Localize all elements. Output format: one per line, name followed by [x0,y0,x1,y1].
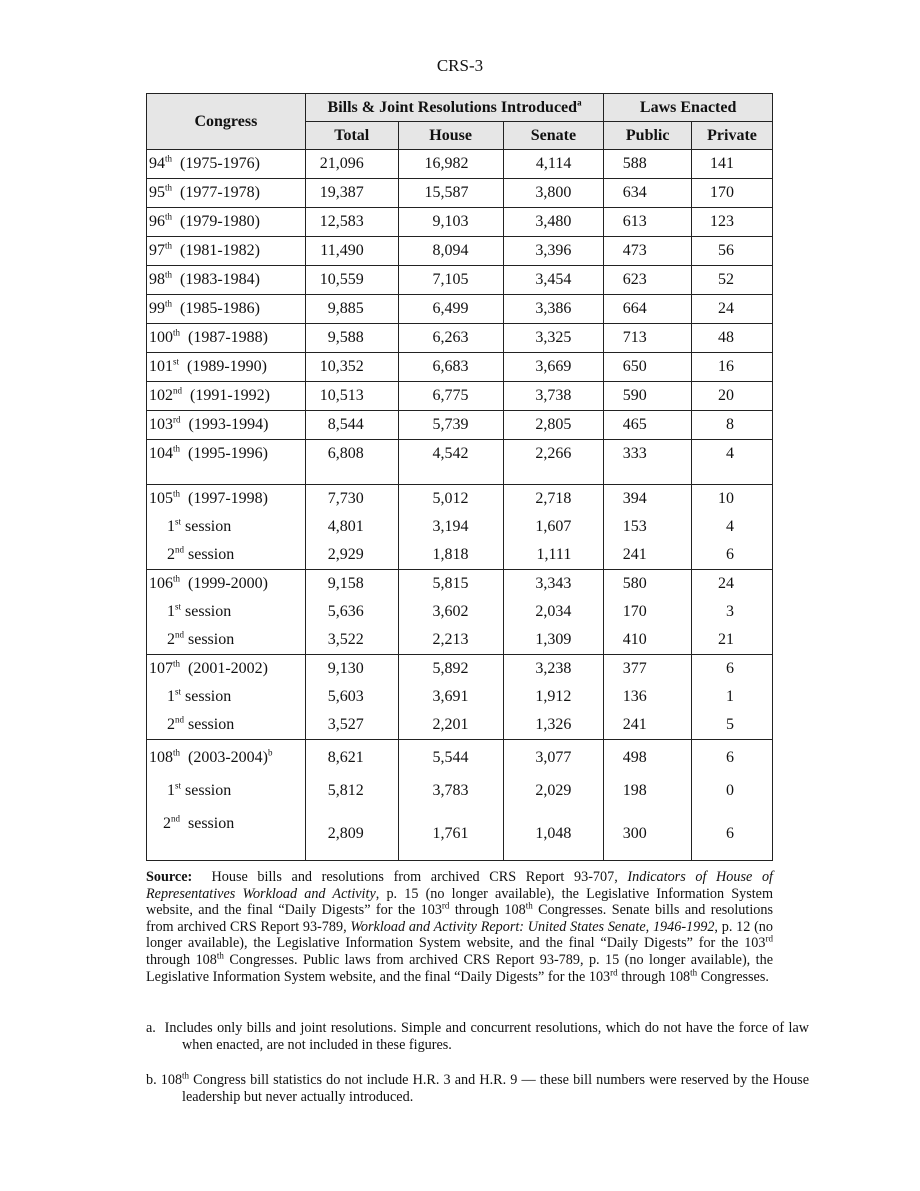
cell-private: 48 [692,324,773,353]
congress-label: 99th (1985-1986) [149,298,260,317]
table-row [147,150,773,179]
cell-senate: 2,805 [503,411,604,440]
cell-public: 333 [604,440,692,485]
table-row-group [147,570,773,655]
cell-private: 56 [692,237,773,266]
cell-total: 9,588 [305,324,398,353]
source-note: Source: House bills and resolutions from archived CRS Report 93-707, Indicators of House of Representatives Workload and Activity, p. 15 (no longer available), the Legislative Information System website, and the final “Daily Digests” for the 103rd through 108th Congresses. Senate bills and resolutions from archived CRS Report 93-789, Workload and Activity Report: United States Senate, 1946-1992, p. 12 (no longer available), the Legislative Information System website, and the final “Daily Digests” for the 103rd through 108th Congresses. Public laws from archived CRS Report 93-789, p. 15 (no longer available), the Legislative Information System website, and the final “Daily Digests” for the 103rd through 108th Congresses. [146,869,774,985]
header-congress: Congress [147,94,306,150]
cell-house: 5,892 3,691 2,201 [398,655,503,740]
cell-congress [147,740,306,861]
cell-senate: 3,454 [503,266,604,295]
table-row [147,382,773,411]
footnote-a: a. Includes only bills and joint resolutions. Simple and concurrent resolutions, which do not have the force of law when enacted, are not included in these figures. [146,1020,809,1053]
congress-label: 98th (1983-1984) [149,269,260,288]
cell-congress [147,266,306,295]
cell-public: 394 153 241 [604,485,692,570]
cell-public: 498 198 300 [604,740,692,861]
cell-congress [147,411,306,440]
table-row-group [147,655,773,740]
header-senate: Senate [503,122,604,150]
cell-house: 9,103 [398,208,503,237]
cell-total: 12,583 [305,208,398,237]
cell-senate: 3,738 [503,382,604,411]
cell-total: 8,544 [305,411,398,440]
cell-private: 6 0 6 [692,740,773,861]
cell-house: 4,542 [398,440,503,485]
cell-congress [147,655,306,740]
congress-label: 102nd (1991-1992) [149,385,270,404]
cell-house: 16,982 [398,150,503,179]
table-row-group [147,740,773,861]
table-row [147,237,773,266]
table-row [147,440,773,485]
cell-private: 52 [692,266,773,295]
cell-private: 4 [692,440,773,485]
cell-senate: 4,114 [503,150,604,179]
header-total: Total [305,122,398,150]
cell-public: 713 [604,324,692,353]
cell-total: 9,158 5,636 3,522 [305,570,398,655]
cell-private: 16 [692,353,773,382]
cell-public: 590 [604,382,692,411]
congress-label: 100th (1987-1988) [149,327,268,346]
cell-private: 24 [692,295,773,324]
header-private: Private [692,122,773,150]
cell-private: 24 3 21 [692,570,773,655]
workload-table [146,93,773,861]
cell-congress [147,382,306,411]
table-row [147,208,773,237]
session-label: 1st session [167,780,232,799]
cell-house: 5,012 3,194 1,818 [398,485,503,570]
cell-senate: 3,480 [503,208,604,237]
cell-congress [147,295,306,324]
cell-private: 170 [692,179,773,208]
cell-senate: 3,238 1,912 1,326 [503,655,604,740]
cell-house: 7,105 [398,266,503,295]
cell-public: 650 [604,353,692,382]
cell-house: 5,815 3,602 2,213 [398,570,503,655]
table-row [147,179,773,208]
header-house: House [398,122,503,150]
table-row [147,411,773,440]
congress-label: 96th (1979-1980) [149,211,260,230]
table-row [147,324,773,353]
congress-label: 106th (1999-2000) [149,573,268,592]
cell-public: 664 [604,295,692,324]
cell-total: 10,352 [305,353,398,382]
cell-total: 19,387 [305,179,398,208]
table-row [147,353,773,382]
cell-private: 123 [692,208,773,237]
cell-senate: 3,343 2,034 1,309 [503,570,604,655]
congress-label: 94th (1975-1976) [149,153,260,172]
cell-house: 6,499 [398,295,503,324]
cell-house: 6,775 [398,382,503,411]
cell-house: 5,739 [398,411,503,440]
session-label: 2nd session [167,714,235,733]
cell-total: 8,621 5,812 2,809 [305,740,398,861]
footnote-b: b. 108th Congress bill statistics do not include H.R. 3 and H.R. 9 — these bill numbers were reserved by the House leadership but never actually introduced. [146,1070,809,1105]
cell-public: 377 136 241 [604,655,692,740]
session-label: 2nd session [167,544,235,563]
cell-public: 465 [604,411,692,440]
congress-label: 103rd (1993-1994) [149,414,269,433]
header-bills-group: Bills & Joint Resolutions Introduced$^a$ [305,94,604,122]
cell-public: 588 [604,150,692,179]
cell-total: 21,096 [305,150,398,179]
cell-public: 580 170 410 [604,570,692,655]
cell-congress [147,353,306,382]
table-row [147,295,773,324]
session-label: 1st session [167,601,232,620]
congress-label: 97th (1981-1982) [149,240,260,259]
table-row-group [147,485,773,570]
cell-total: 9,130 5,603 3,527 [305,655,398,740]
page-header: CRS-3 [436,56,484,75]
congress-label: 108th (2003-2004)$^b$ [149,747,273,766]
cell-total: 7,730 4,801 2,929 [305,485,398,570]
cell-house: 8,094 [398,237,503,266]
header-public: Public [604,122,692,150]
cell-senate: 3,386 [503,295,604,324]
cell-public: 623 [604,266,692,295]
cell-house: 15,587 [398,179,503,208]
cell-congress [147,570,306,655]
congress-label: 105th (1997-1998) [149,488,268,507]
cell-total: 10,513 [305,382,398,411]
cell-total: 10,559 [305,266,398,295]
cell-private: 6 1 5 [692,655,773,740]
cell-senate: 3,669 [503,353,604,382]
table-row [147,266,773,295]
cell-private: 8 [692,411,773,440]
session-label: 1st session [167,516,232,535]
cell-total: 9,885 [305,295,398,324]
cell-congress [147,324,306,353]
cell-public: 613 [604,208,692,237]
cell-house: 6,683 [398,353,503,382]
cell-house: 6,263 [398,324,503,353]
cell-senate: 2,718 1,607 1,111 [503,485,604,570]
cell-congress [147,485,306,570]
congress-label: 107th (2001-2002) [149,658,268,677]
cell-congress [147,440,306,485]
session-label: 2nd session [167,629,235,648]
cell-senate: 3,325 [503,324,604,353]
cell-total: 11,490 [305,237,398,266]
cell-senate: 3,800 [503,179,604,208]
cell-house: 5,544 3,783 1,761 [398,740,503,861]
cell-senate: 2,266 [503,440,604,485]
cell-public: 473 [604,237,692,266]
cell-private: 20 [692,382,773,411]
cell-congress [147,208,306,237]
footnote-marker-a: a [577,97,582,108]
cell-senate: 3,077 2,029 1,048 [503,740,604,861]
cell-public: 634 [604,179,692,208]
header-laws-group: Laws Enacted [604,94,773,122]
cell-total: 6,808 [305,440,398,485]
congress-label: 104th (1995-1996) [149,443,268,462]
cell-congress [147,179,306,208]
cell-senate: 3,396 [503,237,604,266]
cell-congress [147,237,306,266]
cell-private: 141 [692,150,773,179]
cell-private: 10 4 6 [692,485,773,570]
session-label: 2nd session [163,813,235,832]
cell-congress [147,150,306,179]
congress-label: 95th (1977-1978) [149,182,260,201]
congress-label: 101st (1989-1990) [149,356,267,375]
session-label: 1st session [167,686,232,705]
